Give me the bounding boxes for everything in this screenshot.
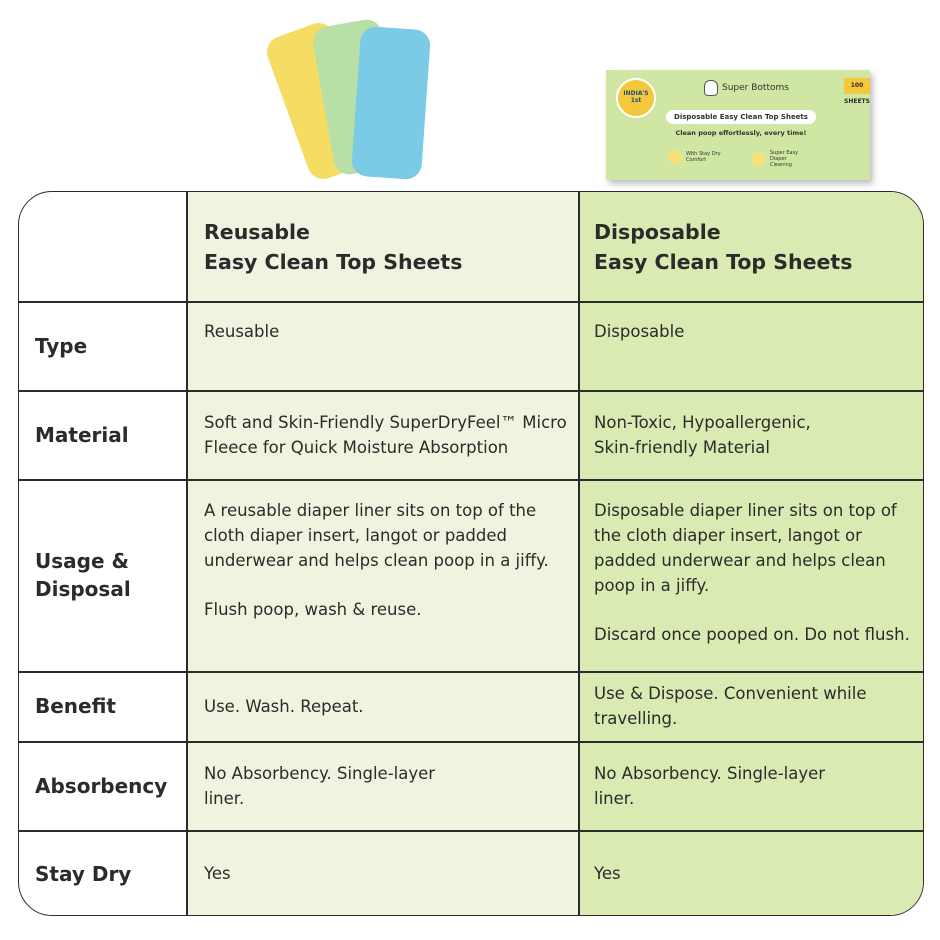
cell-benefit-reusable: Use. Wash. Repeat. [204, 696, 364, 716]
comparison-table [18, 191, 924, 916]
cell-absorbency-disposable: No Absorbency. Single-layer liner. [594, 763, 826, 808]
easy-cleaning-icon [752, 152, 766, 166]
row-label-type: Type [35, 333, 88, 358]
box-badge: INDIA'S 1st [616, 78, 656, 118]
cell-absorbency-reusable: No Absorbency. Single-layer liner. [204, 763, 436, 808]
row-label-absorbency: Absorbency [35, 773, 168, 798]
cell-usage-disposable: Disposable diaper liner sits on top of the cloth diaper insert, langot or padded underwear and helps clean poop in a jiffy. Discard once pooped on. Do not flush. [594, 501, 910, 644]
brand-logo: Super Bottoms [704, 80, 789, 96]
cell-usage-reusable: A reusable diaper liner sits on top of the cloth diaper insert, langot or padded underwear and helps clean poop in a jiffy. Flush poop, wash & reuse. [204, 501, 549, 619]
disposable-product-box-image [606, 70, 870, 180]
box-count: 100 SHEETS [844, 78, 870, 94]
cell-type-reusable: Reusable [204, 322, 280, 341]
reusable-sheets-image [268, 16, 443, 191]
cell-type-disposable: Disposable [594, 322, 685, 341]
box-feature-easy-cleaning: Super Easy Diaper Cleaning [752, 150, 810, 168]
cell-stay-dry-reusable: Yes [204, 864, 231, 883]
row-label-benefit: Benefit [35, 694, 116, 718]
cell-stay-dry-disposable: Yes [594, 864, 621, 883]
cell-material-reusable: Soft and Skin-Friendly SuperDryFeel™ Micro Fleece for Quick Moisture Absorption [204, 412, 567, 457]
brand-mascot-icon [704, 80, 718, 96]
stay-dry-icon [668, 150, 682, 164]
box-feature-stay-dry: With Stay Dry Comfort [668, 150, 726, 164]
cell-material-disposable: Non-Toxic, Hypoallergenic, Skin-friendly Material [594, 412, 811, 457]
header-disposable: Disposable Easy Clean Top Sheets [594, 219, 853, 274]
row-label-usage-disposal: Usage & Disposal [35, 549, 131, 601]
blue-sheet [351, 26, 431, 181]
box-tagline: Clean poop effortlessly, every time! [675, 129, 807, 137]
row-label-material: Material [35, 422, 129, 447]
cell-benefit-disposable: Use & Dispose. Convenient while travelling. [594, 684, 867, 728]
header-reusable: Reusable Easy Clean Top Sheets [204, 219, 463, 274]
box-title: Disposable Easy Clean Top Sheets [666, 110, 816, 124]
row-label-stay-dry: Stay Dry [35, 861, 132, 886]
